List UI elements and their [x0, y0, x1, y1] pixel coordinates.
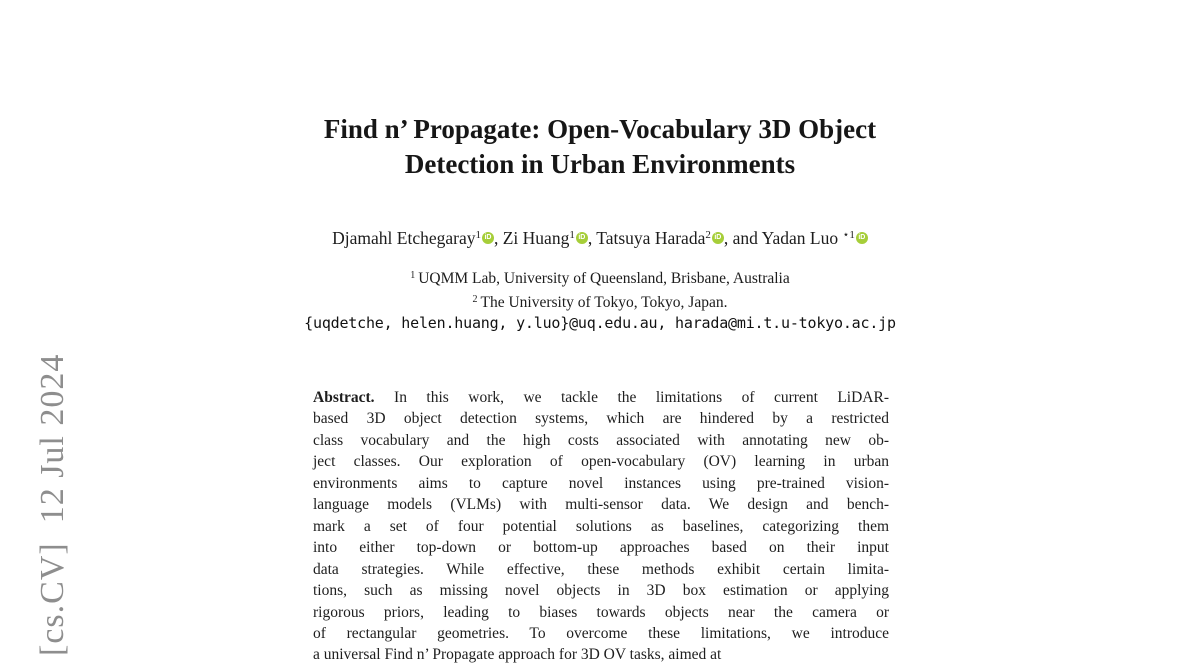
email-line: {uqdetche, helen.huang, y.luo}@uq.edu.au, harada@mi.t.u-tokyo.ac.jp	[304, 314, 896, 332]
author-superscript: 1	[569, 229, 575, 241]
affiliation-superscript: 2	[472, 293, 478, 305]
abstract-text-line: In this work, we tackle the limitations of current LiDAR-	[394, 389, 889, 406]
authors-line	[0, 226, 1200, 253]
abstract-line: rigorous priors, leading to biases towards objects near the camera or	[313, 603, 889, 621]
author-name: Djamahl Etchegaray	[332, 228, 476, 248]
abstract-line: data strategies. While effective, these methods exhibit certain limita-	[313, 560, 889, 578]
orcid-icon[interactable]: iD	[856, 232, 868, 244]
abstract-line: environments aims to capture novel instances using pre-trained vision-	[313, 474, 889, 492]
abstract-line	[313, 387, 889, 408]
paper-title	[0, 112, 1200, 182]
abstract-line: mark a set of four potential solutions as baselines, categorizing them	[313, 517, 889, 535]
author-separator: ,	[493, 228, 503, 248]
affiliation-superscript: 1	[410, 270, 416, 281]
author-name: Yadan Luo	[761, 228, 843, 248]
orcid-icon[interactable]: iD	[712, 232, 724, 244]
affiliation-text: The University of Tokyo, Tokyo, Japan.	[480, 293, 728, 311]
affiliations-block	[0, 268, 1200, 315]
abstract-line: class vocabulary and the high costs associated with annotating new ob-	[313, 431, 889, 449]
abstract-line: tions, such as missing novel objects in 3D box estimation or applying	[313, 582, 889, 600]
abstract-line: a universal Find n’ Propagate approach for 3D OV tasks, aimed at	[313, 646, 722, 664]
abstract-line: of rectangular geometries. To overcome these limitations, we introduce	[313, 624, 889, 642]
affiliation-line-2	[0, 292, 1200, 316]
abstract-heading: Abstract.	[313, 389, 375, 406]
abstract-line: into either top-down or bottom-up approaches based on their input	[313, 539, 889, 557]
author-superscript: 2	[705, 229, 711, 241]
author-separator: ,	[587, 228, 597, 248]
author-separator: , and	[723, 228, 762, 248]
author-name: Zi Huang	[502, 228, 570, 248]
paper-title-line-1: Find n’ Propagate: Open-Vocabulary 3D Object	[323, 114, 877, 144]
orcid-icon[interactable]: iD	[576, 232, 588, 244]
author-name: Tatsuya Harada	[596, 228, 706, 248]
author-superscript: 1	[475, 229, 481, 241]
abstract-line: based 3D object detection systems, which are hindered by a restricted	[313, 410, 889, 428]
affiliation-text: UQMM Lab, University of Queensland, Brisbane, Australia	[418, 270, 790, 287]
orcid-icon[interactable]: iD	[482, 232, 494, 244]
abstract-line: language models (VLMs) with multi-sensor data. We design and bench-	[313, 496, 889, 514]
arxiv-watermark: [cs.CV] 12 Jul 2024	[34, 353, 71, 656]
abstract-line: ject classes. Our exploration of open-vocabulary (OV) learning in urban	[313, 453, 889, 471]
abstract-block	[313, 387, 889, 666]
paper-title-line-2: Detection in Urban Environments	[404, 149, 796, 179]
author-superscript: ⋆1	[842, 229, 855, 241]
affiliation-line-1	[0, 268, 1200, 292]
